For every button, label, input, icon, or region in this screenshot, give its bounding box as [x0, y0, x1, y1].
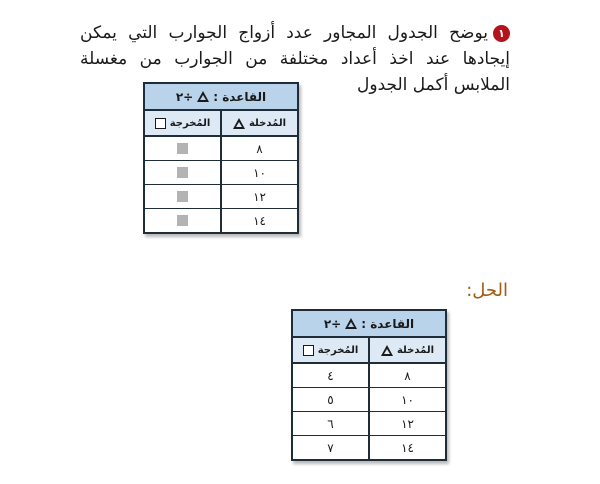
rule-expression: ÷٢ [323, 316, 342, 331]
problem-number-badge: ١ [493, 25, 510, 42]
table-row [293, 436, 445, 459]
output-cell: ٧ [327, 440, 334, 455]
rule-label: القاعدة : [213, 89, 267, 104]
triangle-icon [381, 345, 393, 356]
triangle-icon [197, 91, 209, 102]
input-cell: ١٤ [220, 209, 297, 232]
input-cell: ١٠ [368, 388, 445, 411]
output-cell-blank [145, 161, 220, 184]
blank-answer-box [177, 167, 188, 178]
blank-answer-box [177, 215, 188, 226]
input-cell: ١٠ [220, 161, 297, 184]
input-cell: ١٢ [368, 412, 445, 435]
input-cell: ٨ [368, 364, 445, 387]
column-header-row [293, 338, 445, 364]
table-row [145, 185, 297, 209]
input-column-header: المُدخلة [220, 111, 297, 135]
input-cell: ١٤ [368, 436, 445, 459]
solution-function-table [291, 309, 447, 461]
input-cell: ١٢ [220, 185, 297, 208]
blank-answer-box [177, 191, 188, 202]
output-cell-blank [145, 185, 220, 208]
table-row [145, 161, 297, 185]
rule-label: القاعدة : [361, 316, 415, 331]
output-cell-blank [145, 209, 220, 232]
output-cell: ٤ [327, 368, 334, 383]
output-column-header: المُخرجة [293, 338, 368, 362]
rule-header [145, 84, 297, 111]
square-icon [303, 345, 314, 356]
output-cell: ٦ [327, 416, 334, 431]
table-row [145, 137, 297, 161]
input-column-header: المُدخلة [368, 338, 445, 362]
problem-function-table [143, 82, 299, 234]
table-row [145, 209, 297, 232]
output-cell: ٥ [327, 392, 334, 407]
table-row [293, 412, 445, 436]
triangle-icon [345, 318, 357, 329]
problem-text: يوضح الجدول المجاور عدد أزواج الجوارب التي يمكن إيجادها عند اخذ أعداد مختلفة من الجوارب من مغسلة الملابس أكمل الجدول [80, 23, 510, 95]
square-icon [155, 118, 166, 129]
input-cell: ٨ [220, 137, 297, 160]
table-row [293, 388, 445, 412]
solution-heading: الحل: [466, 280, 508, 301]
output-cell-blank [145, 137, 220, 160]
blank-answer-box [177, 143, 188, 154]
rule-header [293, 311, 445, 338]
output-column-header: المُخرجة [145, 111, 220, 135]
column-header-row [145, 111, 297, 137]
table-row [293, 364, 445, 388]
rule-expression: ÷٢ [175, 89, 194, 104]
triangle-icon [233, 118, 245, 129]
